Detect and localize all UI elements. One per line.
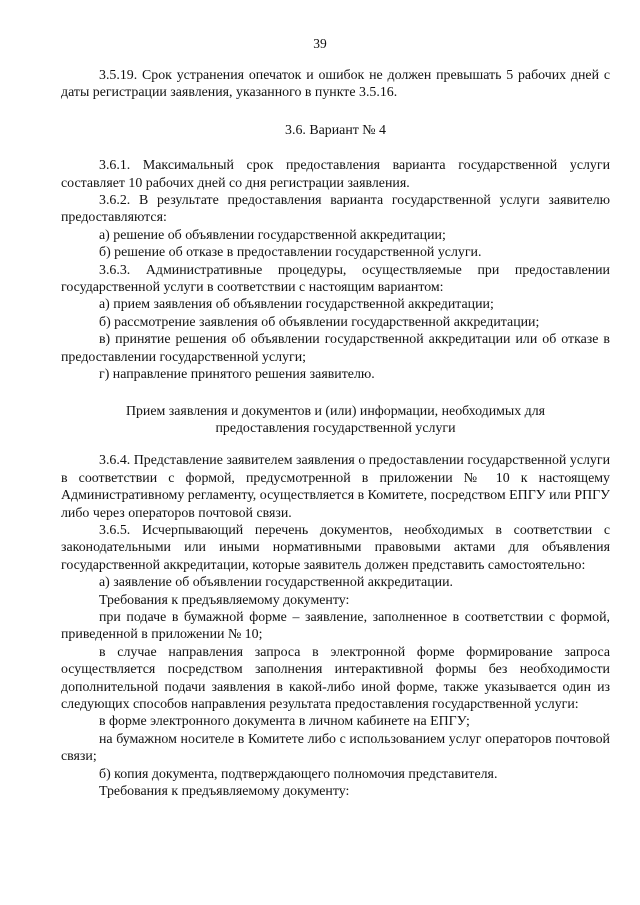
list-item: а) прием заявления об объявлении государственной аккредитации; [99,297,494,313]
paragraph: Требования к предъявляемому документу: [99,592,350,608]
paragraph: в форме электронного документа в личном кабинете на ЕПГУ; [99,714,470,730]
paragraph: 3.5.19. Срок устранения опечаток и ошибок не должен превышать 5 рабочих дней с даты регистрации заявления, указанного в пункте 3.5.16. [61,68,610,101]
paragraph: 3.6.3. Административные процедуры, осуществляемые при предоставлении государственной услуги в соответствии с настоящим вариантом: [61,262,610,296]
page-number: 39 [313,36,327,51]
list-item: а) заявление об объявлении государственной аккредитации. [99,575,453,591]
paragraph: на бумажном носителе в Комитете либо с использованием услуг операторов почтовой связи; [61,731,610,765]
subsection-title-line: предоставления государственной услуги [215,420,456,436]
list-item: б) рассмотрение заявления об объявлении государственной аккредитации; [99,314,540,330]
list-item: а) решение об объявлении государственной аккредитации; [99,227,446,243]
subsection-title [61,403,610,438]
list-item: в) принятие решения об объявлении государственной аккредитации или об отказе в предоставлении государственной услуги; [61,332,610,365]
list-item: г) направление принятого решения заявителю. [99,367,375,383]
paragraph: 3.6.1. Максимальный срок предоставления варианта государственной услуги составляет 10 рабочих дней со дня регистрации заявления. [61,158,610,191]
paragraph: 3.6.5. Исчерпывающий перечень документов, необходимых в соответствии с законодательными или иными нормативными правовыми актами для объявления государственной аккредитации, которые заявитель должен представить самостоятельно: [61,522,610,573]
section-title: 3.6. Вариант № 4 [285,122,386,138]
paragraph: при подаче в бумажной форме – заявление, заполненное в соответствии с формой, приведенной в приложении № 10; [61,609,610,643]
paragraph: Требования к предъявляемому документу: [99,784,350,800]
list-item: б) решение об отказе в предоставлении государственной услуги. [99,245,482,261]
list-item: б) копия документа, подтверждающего полномочия представителя. [99,766,498,782]
paragraph: в случае направления запроса в электронной форме формирование запроса осуществляется посредством заполнения интерактивной формы без необходимости дополнительной подачи заявления в какой-либо иной форме, также указывается один из следующих способов направления результата предоставления государственной услуги: [61,644,610,712]
document-body [61,67,610,800]
paragraph: 3.6.4. Представление заявителем заявления о предоставлении государственной услуги в соответствии с формой, предусмотренной в приложении № 10 к настоящему Административному регламенту, осуществляется в Комитете, посредством ЕПГУ или РПГУ либо через операторов почтовой связи. [61,453,610,521]
subsection-title-line: Прием заявления и документов и (или) информации, необходимых для [125,403,546,419]
paragraph: 3.6.2. В результате предоставления варианта государственной услуги заявителю предоставляются: [61,193,610,226]
